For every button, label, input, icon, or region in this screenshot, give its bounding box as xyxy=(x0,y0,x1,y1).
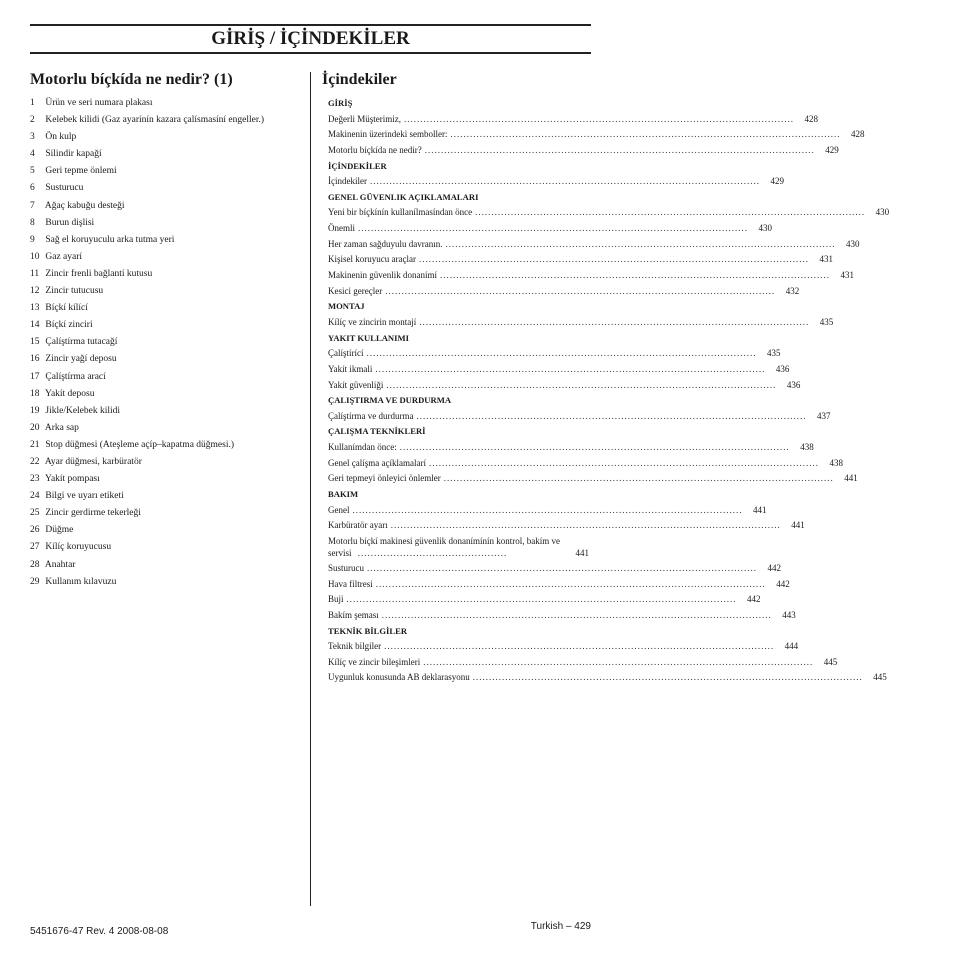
toc-entry-title: Kílíç ve zincirin montají xyxy=(328,317,419,327)
list-item-number: 24 xyxy=(30,491,40,502)
toc-section-heading: YAKIT KULLANIMI xyxy=(328,332,409,343)
toc-entry-title: Değerli Müşterimiz, xyxy=(328,114,404,124)
list-item xyxy=(30,490,264,507)
toc-entry xyxy=(328,269,854,285)
list-item-number: 27 xyxy=(30,542,40,553)
list-item-number: 2 xyxy=(30,115,35,126)
dot-leader: ........................................................................................................................ xyxy=(386,379,777,390)
toc-entry-title: Kesici gereçler xyxy=(328,286,385,296)
toc-entry-title: Her zaman sağduyulu davranın. xyxy=(328,239,445,249)
toc-entry xyxy=(328,472,858,488)
toc-entry-page: 435 xyxy=(767,348,781,359)
list-item-number: 18 xyxy=(30,388,40,399)
table-of-contents xyxy=(328,97,890,687)
list-item-number: 21 xyxy=(30,439,40,450)
list-item-number: 19 xyxy=(30,405,40,416)
list-item xyxy=(30,353,264,370)
parts-section-title: Motorlu bíçkída ne nedir? (1) xyxy=(30,71,233,88)
toc-entry-page: 441 xyxy=(791,520,805,531)
toc-entry-page: 430 xyxy=(845,238,860,249)
toc-entry-title: Bakím şeması xyxy=(328,610,382,620)
dot-leader: ........................................................................................................................ xyxy=(381,609,772,620)
toc-entry xyxy=(328,128,865,144)
toc-entry xyxy=(328,285,800,301)
toc-entry-title: Makinenin üzerindeki semboller: xyxy=(328,129,450,139)
list-item-number: 1 xyxy=(30,98,35,108)
toc-entry-page: 430 xyxy=(875,207,890,218)
list-item-number: 8 xyxy=(30,217,35,228)
list-item-number: 29 xyxy=(30,576,40,587)
toc-entry-title: Makinenin güvenlik donanímí xyxy=(328,270,440,280)
dot-leader: ........................................................................................................................ xyxy=(418,254,809,265)
list-item-label: Yakít deposu xyxy=(45,388,95,399)
list-item-number: 6 xyxy=(30,183,35,194)
toc-entry-title: Susturucu xyxy=(328,563,367,573)
toc-entry xyxy=(328,609,796,625)
list-item-number: 11 xyxy=(30,268,40,279)
list-item-label: Stop düğmesi (Ateşleme açíp–kapatma düğmesi.) xyxy=(45,439,235,450)
toc-entry-title: Geri tepmeyi önleyici önlemler xyxy=(328,473,444,483)
list-item-label: Kílíç koruyucusu xyxy=(45,542,112,553)
toc-entry-page: 441 xyxy=(753,504,767,515)
toc-entry xyxy=(328,441,814,457)
parts-list xyxy=(30,97,264,593)
toc-entry-page: 438 xyxy=(800,442,814,453)
toc-entry-title: Genel çalíşma açíklamalarí xyxy=(328,458,429,468)
toc-entry-title: İçindekiler xyxy=(328,176,370,186)
list-item xyxy=(30,319,264,336)
list-item xyxy=(30,456,264,473)
heading-underline xyxy=(30,52,591,54)
toc-entry-title: Motorlu bíçkí makinesi güvenlik donanímínín kontrol, bakím ve servisi xyxy=(328,535,560,558)
toc-section-heading: TEKNİK BİLGİLER xyxy=(328,625,408,636)
list-item-label: Gaz ayarí xyxy=(45,251,83,262)
dot-leader: ........................................................................................................................ xyxy=(384,641,775,652)
toc-entry-page: 444 xyxy=(784,641,799,652)
dot-leader: ........................................................................................................................ xyxy=(428,457,819,468)
list-item-number: 14 xyxy=(30,320,40,331)
toc-entry-page: 441 xyxy=(844,473,858,484)
toc-entry-title: Uygunluk konusunda AB deklarasyonu xyxy=(328,672,473,682)
list-item-label: Çalíştírma tutacağí xyxy=(45,337,118,348)
toc-section-heading: İÇİNDEKİLER xyxy=(328,160,387,171)
dot-leader: ........................................................................................................................ xyxy=(419,316,810,327)
list-item-number: 23 xyxy=(30,474,40,485)
list-item-label: Zincir yağí deposu xyxy=(45,354,117,365)
toc-entry-page: 442 xyxy=(767,562,781,573)
toc-entry-page: 435 xyxy=(819,316,834,327)
toc-entry xyxy=(328,593,761,609)
toc-entry-page: 431 xyxy=(840,270,854,281)
toc-entry-page: 437 xyxy=(816,410,831,421)
toc-entry xyxy=(328,504,767,520)
toc-entry-page: 441 xyxy=(575,547,589,558)
toc-entry-title: Çalíştírící xyxy=(328,348,367,358)
list-item-number: 25 xyxy=(30,508,40,519)
dot-leader: ........................................................................................................................ xyxy=(390,520,781,531)
list-item-number: 16 xyxy=(30,354,40,365)
toc-entry xyxy=(328,379,801,395)
page-heading: GİRİŞ / İÇİNDEKİLER xyxy=(211,28,410,49)
toc-entry xyxy=(328,410,831,426)
toc-entry-title: Kişisel koruyucu araçlar xyxy=(328,254,419,264)
list-item xyxy=(30,422,264,439)
dot-leader: ........................................................................................................................ xyxy=(443,473,834,484)
dot-leader: ........................................................................................................................ xyxy=(369,176,760,187)
list-item-label: Bilgi ve uyarı etiketi xyxy=(45,491,124,502)
toc-section-heading: MONTAJ xyxy=(328,301,365,312)
list-item xyxy=(30,251,264,268)
list-item-label: Zincir tutucusu xyxy=(45,286,104,297)
list-item xyxy=(30,302,264,319)
list-item xyxy=(30,200,264,217)
toc-section-heading: ÇALIŞMA TEKNİKLERİ xyxy=(328,426,426,437)
toc-entry-page: 429 xyxy=(825,144,839,155)
toc-entry-page: 431 xyxy=(819,254,833,265)
toc-entry xyxy=(328,562,781,578)
list-item-label: Bíçkí zinciri xyxy=(45,320,93,331)
list-item-label: Silindir kapağí xyxy=(45,149,102,160)
toc-entry-title: Hava filtresi xyxy=(328,579,376,589)
toc-section-heading: GENEL GÜVENLIK AÇIKLAMALARI xyxy=(328,191,479,202)
toc-entry xyxy=(328,222,772,238)
document-reference: 5451676-47 Rev. 4 2008-08-08 xyxy=(30,926,169,937)
toc-entry xyxy=(328,144,839,160)
list-item xyxy=(30,268,264,285)
list-item xyxy=(30,182,264,199)
dot-leader: ........................................................................................................................ xyxy=(403,113,794,124)
toc-entry xyxy=(328,253,833,269)
toc-entry-title: Genel xyxy=(328,505,353,515)
toc-entry-page: 442 xyxy=(776,578,790,589)
list-item-number: 10 xyxy=(30,251,40,262)
list-item xyxy=(30,439,264,456)
dot-leader: ........................................................................................................................ xyxy=(375,578,766,589)
dot-leader: .............................................. xyxy=(354,547,508,558)
list-item-label: Ağaç kabuğu desteği xyxy=(44,200,125,211)
column-divider xyxy=(310,72,311,906)
toc-entry xyxy=(328,175,784,191)
list-item-number: 17 xyxy=(30,371,40,382)
toc-entry-title: Buji xyxy=(328,594,347,604)
toc-entry xyxy=(328,671,887,687)
list-item xyxy=(30,97,264,114)
toc-entry-page: 428 xyxy=(850,129,865,140)
dot-leader: ........................................................................................................................ xyxy=(472,672,863,683)
toc-entry xyxy=(328,316,834,332)
list-item-label: Yakít pompası xyxy=(45,474,100,485)
list-item-label: Kelebek kilidi (Gaz ayarínín kazara çalísmasíní engeller.) xyxy=(45,115,265,126)
list-item-label: Ürün ve seri numara plakası xyxy=(45,98,153,108)
list-item xyxy=(30,234,264,251)
toc-entry-title: Önemli xyxy=(328,223,358,233)
list-item xyxy=(30,388,264,405)
list-item-label: Zincir gerdirme tekerleği xyxy=(45,508,141,519)
list-item xyxy=(30,148,264,165)
list-item xyxy=(30,114,264,131)
toc-entry xyxy=(328,535,589,562)
toc-section-heading: BAKIM xyxy=(328,489,359,500)
toc-entry xyxy=(328,578,790,594)
list-item-label: Ayar düğmesi, karbüratör xyxy=(44,456,142,467)
list-item-label: Bíçkí kílící xyxy=(45,303,88,314)
list-item xyxy=(30,405,264,422)
list-item xyxy=(30,541,264,558)
dot-leader: ........................................................................................................................ xyxy=(439,270,830,281)
toc-entry-page: 445 xyxy=(823,656,838,667)
toc-entry xyxy=(328,640,799,656)
list-item xyxy=(30,473,264,490)
list-item-number: 15 xyxy=(30,337,40,348)
list-item-label: Düğme xyxy=(45,525,74,536)
dot-leader: ........................................................................................................................ xyxy=(424,144,815,155)
toc-entry xyxy=(328,347,781,363)
toc-entry-page: 445 xyxy=(873,672,887,683)
toc-section-heading: ÇALIŞTIRMA VE DURDURMA xyxy=(328,395,452,406)
list-item-number: 3 xyxy=(30,132,35,143)
list-item-label: Kullanım kılavuzu xyxy=(45,576,117,587)
list-item-label: Arka sap xyxy=(44,422,79,433)
list-item-label: Susturucu xyxy=(45,183,84,194)
list-item-number: 26 xyxy=(30,525,40,536)
toc-entry-page: 430 xyxy=(758,223,772,234)
list-item-label: Geri tepme önlemi xyxy=(45,166,117,177)
list-item-label: Zincir frenli bağlantí kutusu xyxy=(45,268,153,279)
list-item-number: 9 xyxy=(30,234,35,245)
list-item xyxy=(30,217,264,234)
list-item xyxy=(30,371,264,388)
dot-leader: ........................................................................................................................ xyxy=(375,363,766,374)
toc-entry xyxy=(328,363,790,379)
toc-entry xyxy=(328,206,890,222)
toc-entry-title: Karbüratör ayarı xyxy=(328,520,391,530)
dot-leader: ........................................................................................................................ xyxy=(416,410,807,421)
list-item xyxy=(30,507,264,524)
toc-entry-title: Yakít güvenliği xyxy=(328,380,386,390)
list-item xyxy=(30,336,264,353)
toc-entry-page: 438 xyxy=(829,457,843,468)
dot-leader: ........................................................................................................................ xyxy=(445,238,836,249)
list-item xyxy=(30,285,264,302)
list-item-number: 20 xyxy=(30,422,40,433)
toc-entry-page: 436 xyxy=(786,379,801,390)
dot-leader: ........................................................................................................................ xyxy=(367,562,757,573)
dot-leader: ........................................................................................................................ xyxy=(358,223,748,234)
toc-entry xyxy=(328,457,843,473)
list-item xyxy=(30,576,264,593)
list-item-label: Jikle/Kelebek kilidi xyxy=(45,405,121,416)
list-item-number: 7 xyxy=(30,200,35,211)
toc-entry-title: Teknik bilgiler xyxy=(328,641,384,651)
list-item xyxy=(30,524,264,541)
toc-title: İçindekiler xyxy=(322,71,397,88)
list-item xyxy=(30,559,264,576)
toc-entry-title: Kílíç ve zincir bileşimleri xyxy=(328,657,423,667)
list-item-label: Sağ el koruyuculu arka tutma yeri xyxy=(45,234,175,245)
toc-entry-title: Kullanímdan önce: xyxy=(328,442,400,452)
toc-entry xyxy=(328,519,805,535)
list-item-number: 28 xyxy=(30,559,40,570)
toc-entry-page: 443 xyxy=(782,609,796,620)
dot-leader: ........................................................................................................................ xyxy=(399,442,790,453)
toc-entry xyxy=(328,113,818,129)
toc-entry-title: Çalíştírma ve durdurma xyxy=(328,411,416,421)
dot-leader: ........................................................................................................................ xyxy=(352,504,743,515)
list-item-label: Çalíştírma arací xyxy=(45,371,106,382)
dot-leader: ........................................................................................................................ xyxy=(346,594,737,605)
toc-entry-page: 429 xyxy=(770,176,784,187)
dot-leader: ........................................................................................................................ xyxy=(366,348,757,359)
toc-entry-page: 428 xyxy=(804,113,818,124)
dot-leader: ........................................................................................................................ xyxy=(423,656,814,667)
dot-leader: ........................................................................................................................ xyxy=(385,285,776,296)
toc-entry-title: Yeni bir bíçkínín kullanílmasíndan önce xyxy=(328,207,475,217)
list-item xyxy=(30,131,264,148)
list-item-number: 22 xyxy=(30,456,40,467)
toc-entry-page: 436 xyxy=(775,363,790,374)
list-item-label: Ön kulp xyxy=(45,132,77,143)
dot-leader: ........................................................................................................................ xyxy=(450,129,841,140)
toc-entry-page: 442 xyxy=(747,594,761,605)
toc-entry xyxy=(328,238,860,254)
list-item-label: Anahtar xyxy=(44,559,76,570)
toc-entry xyxy=(328,656,838,672)
toc-entry-title: Motorlu bíçkída ne nedir? xyxy=(328,145,425,155)
list-item-label: Burun dişlisi xyxy=(45,217,95,228)
toc-section-heading: GİRİŞ xyxy=(328,98,353,108)
list-item xyxy=(30,165,264,182)
toc-entry-page: 432 xyxy=(785,285,800,296)
list-item-number: 13 xyxy=(30,303,40,314)
list-item-number: 12 xyxy=(30,286,40,297)
dot-leader: ........................................................................................................................ xyxy=(475,207,866,218)
toc-entry-title: Yakít ikmali xyxy=(328,364,375,374)
list-item-number: 4 xyxy=(30,149,35,160)
list-item-number: 5 xyxy=(30,166,35,177)
page-number: Turkish – 429 xyxy=(530,921,591,932)
